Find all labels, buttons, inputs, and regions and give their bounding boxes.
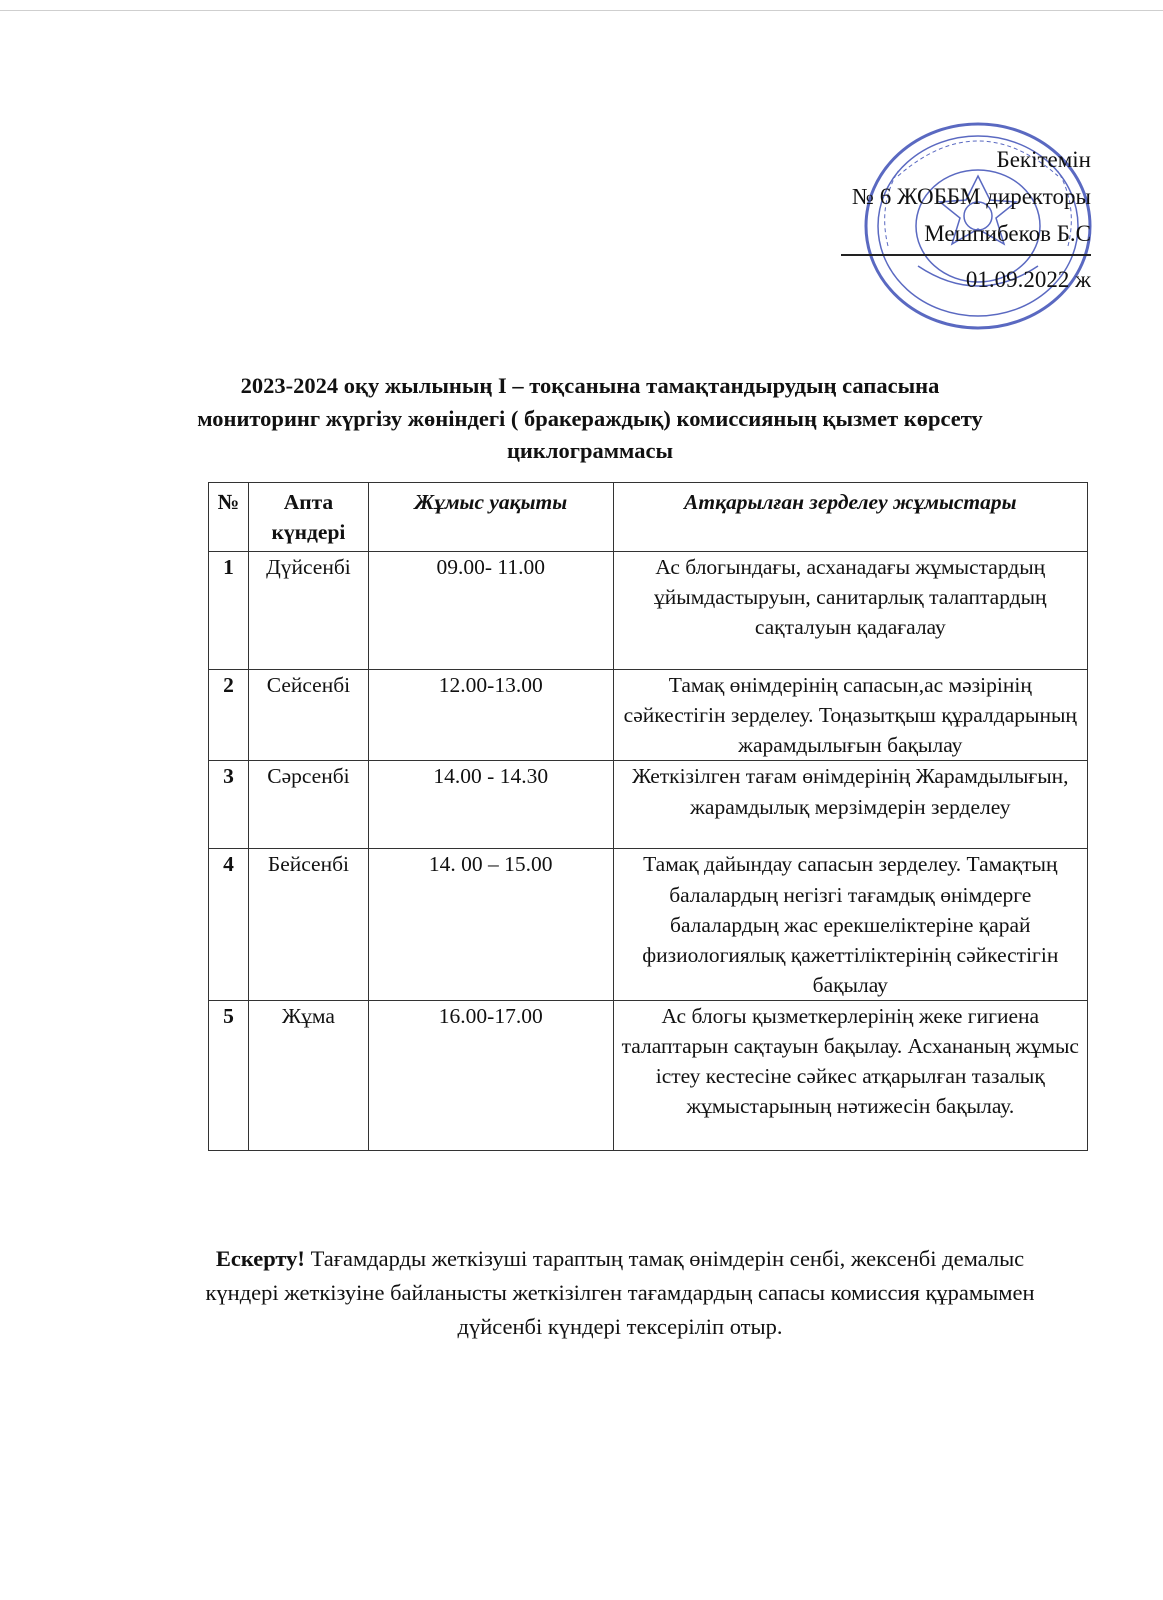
table-row (209, 761, 1088, 849)
note-paragraph (195, 1242, 1045, 1343)
row-time: 14.00 - 14.30 (368, 761, 613, 849)
row-time: 12.00-13.00 (368, 670, 613, 761)
table-row (209, 849, 1088, 1000)
approval-heading: Бекітемін (996, 147, 1091, 172)
row-day: Жұма (248, 1000, 368, 1150)
row-number: 1 (209, 552, 249, 670)
row-task: Ас блогы қызметкерлерінің жеке гигиена талаптарын сақтауын бақылау. Асхананың жұмыс істеу кестесіне сәйкес атқарылған тазалық жұмыстарының нәтижесін бақылау. (613, 1000, 1087, 1150)
row-task: Тамақ өнімдерінің сапасын,ас мәзірінің сәйкестігін зерделеу. Тоңазытқыш құралдарының жарамдылығын бақылау (613, 670, 1087, 761)
row-day: Сәрсенбі (248, 761, 368, 849)
approval-block (691, 142, 1091, 299)
header-work-time: Жұмыс уақыты (368, 483, 613, 552)
signature-line (841, 254, 1091, 256)
row-number: 2 (209, 670, 249, 761)
row-number: 5 (209, 1000, 249, 1150)
row-time: 09.00- 11.00 (368, 552, 613, 670)
row-time: 16.00-17.00 (368, 1000, 613, 1150)
cyclogram-table (208, 482, 1088, 1151)
table-row (209, 552, 1088, 670)
approval-director-name: Мешпибеков Б.С (924, 220, 1091, 246)
header-tasks: Атқарылған зерделеу жұмыстары (613, 483, 1087, 552)
row-task: Жеткізілген тағам өнімдерінің Жарамдылығын, жарамдылық мерзімдерін зерделеу (613, 761, 1087, 849)
table-header-row (209, 483, 1088, 552)
approval-date: 01.09.2022 ж (965, 267, 1091, 293)
row-task: Ас блогындағы, асханадағы жұмыстардың ұйымдастыруын, санитарлық талаптардың сақталуын қадағалау (613, 552, 1087, 670)
row-day: Бейсенбі (248, 849, 368, 1000)
document-title: 2023-2024 оқу жылының І – тоқсанына тамақтандырудың сапасына мониторинг жүргізу жөніндегі ( бракераждық) комиссияның қызмет көрсету циклограммасы (197, 373, 983, 464)
row-day: Сейсенбі (248, 670, 368, 761)
approval-position: № 6 ЖОББМ директоры (852, 183, 1091, 209)
row-day: Дүйсенбі (248, 552, 368, 670)
page-top-rule (0, 10, 1163, 11)
header-week-days: Апта күндері (248, 483, 368, 552)
row-number: 4 (209, 849, 249, 1000)
row-time: 14. 00 – 15.00 (368, 849, 613, 1000)
table-row (209, 1000, 1088, 1150)
header-number: № (209, 483, 249, 552)
note-text: Тағамдарды жеткізуші тараптың тамақ өнімдерін сенбі, жексенбі демалыс күндері жеткізуіне байланысты жеткізілген тағамдардың сапасы комиссия құрамымен дүйсенбі күндері тексеріліп отыр. (205, 1246, 1035, 1339)
note-label: Ескерту! (215, 1246, 305, 1271)
table-row (209, 670, 1088, 761)
row-task: Тамақ дайындау сапасын зерделеу. Тамақтың балалардың негізгі тағамдық өнімдерге балалардың жас ерекшеліктеріне қарай физиологиялық қажеттіліктерінің сәйкестігін бақылау (613, 849, 1087, 1000)
row-number: 3 (209, 761, 249, 849)
